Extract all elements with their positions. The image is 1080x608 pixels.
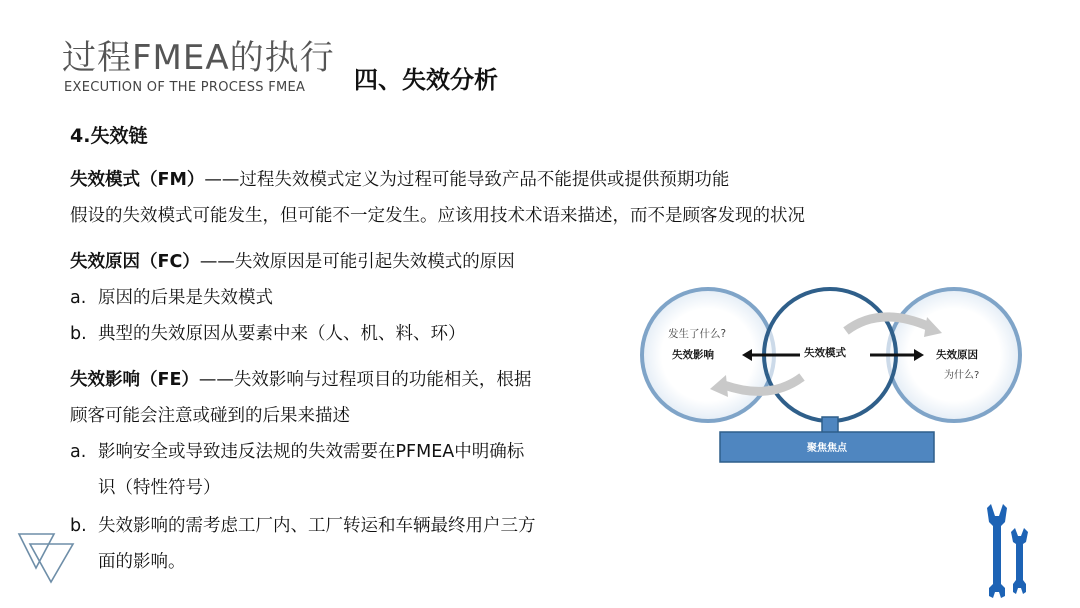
fe-item-b-line1: 失效影响的需考虑工厂内、工厂转运和车辆最终用户三方 [98,516,536,536]
focus-stem [822,417,838,433]
fm-term: 失效模式（FM） [70,170,205,190]
fe-item-a-line1: 影响安全或导致违反法规的失效需要在PFMEA中明确标 [98,442,525,462]
effect-label: 失效影响 [672,349,714,361]
fe-paragraph [70,368,531,392]
fc-item-b [70,322,466,346]
fc-paragraph [70,250,515,274]
fm-line2: 假设的失效模式可能发生，但可能不一定发生。应该用技术术语来描述，而不是顾客发现的状况 [70,206,805,226]
page-title: 过程FMEA的执行 [62,38,335,78]
fm-paragraph [70,168,729,192]
left-question: 发生了什么? [668,328,727,340]
fe-item-b-line2: 面的影响。 [98,552,186,572]
triangle-logo [16,530,76,586]
mode-label: 失效模式 [804,347,846,359]
cause-label: 失效原因 [936,349,978,361]
failure-chain-diagram [630,285,1030,470]
page-subtitle-en: EXECUTION OF THE PROCESS FMEA [64,80,306,95]
fe-item-a [70,440,524,464]
fc-item-a-text: 原因的后果是失效模式 [98,288,273,308]
fe-item-a-label: a. [70,442,87,462]
fc-definition: ——失效原因是可能引起失效模式的原因 [199,252,515,272]
fe-item-b-label: b. [70,516,87,536]
focus-bar-label: 聚焦焦点 [807,443,847,454]
fe-line2: 顾客可能会注意或碰到的后果来描述 [70,406,350,426]
fc-item-a-label: a. [70,288,87,308]
fc-term: 失效原因（FC） [70,252,200,272]
wrench-icon [985,500,1035,600]
fe-item-a-line2: 识（特性符号） [98,478,221,498]
subheading: 4.失效链 [70,125,148,147]
fm-definition: ——过程失效模式定义为过程可能导致产品不能提供或提供预期功能 [204,170,730,190]
fe-term: 失效影响（FE） [70,370,199,390]
fe-item-b [70,514,536,538]
right-question: 为什么? [944,370,980,381]
fc-item-b-label: b. [70,324,87,344]
fc-item-a [70,286,273,310]
section-heading: 四、失效分析 [354,66,498,94]
fe-definition: ——失效影响与过程项目的功能相关，根据 [198,370,532,390]
fc-item-b-text: 典型的失效原因从要素中来（人、机、料、环） [98,324,466,344]
